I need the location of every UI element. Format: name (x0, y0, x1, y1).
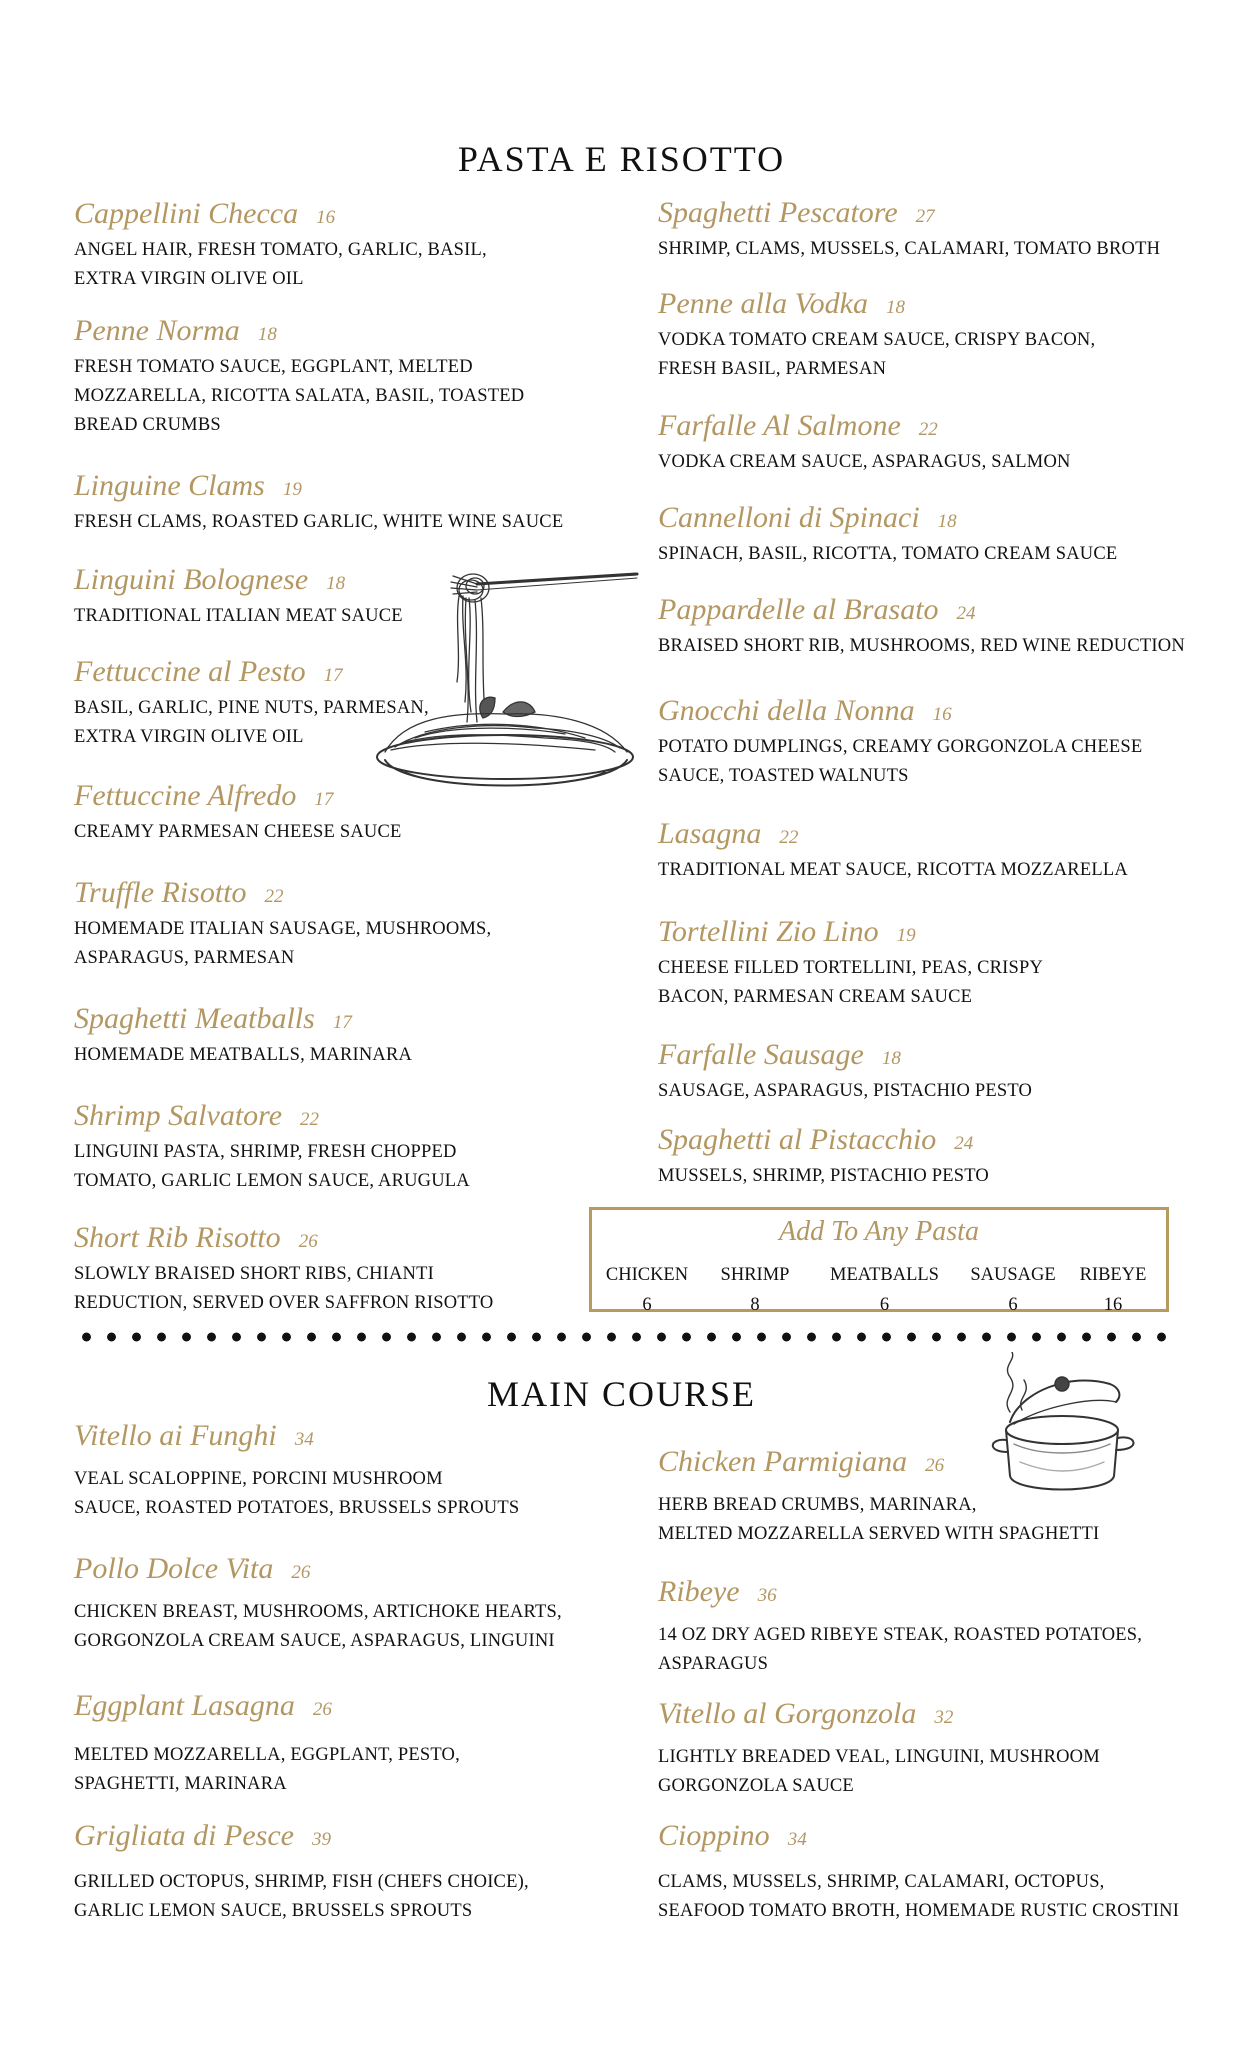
item-description: VODKA TOMATO CREAM SAUCE, CRISPY BACON, FRESH BASIL, PARMESAN (658, 330, 1096, 379)
section-title-pasta: PASTA E RISOTTO (457, 139, 786, 179)
item-price: 26 (312, 1699, 332, 1720)
addon-option (592, 1260, 702, 1320)
item-name: Gnocchi della Nonna (658, 694, 915, 727)
menu-item (658, 1039, 1218, 1106)
item-name: Vitello ai Funghi (74, 1419, 277, 1452)
pasta-fork-bowl-illustration (365, 562, 645, 802)
addon-price: 6 (879, 1295, 890, 1315)
item-name: Truffle Risotto (74, 876, 247, 909)
addon-label: MEATBALLS (830, 1265, 939, 1285)
item-name: Eggplant Lasagna (74, 1689, 295, 1722)
menu-item (74, 1100, 634, 1196)
addons-title: Add To Any Pasta (779, 1216, 979, 1247)
item-price: 32 (934, 1707, 954, 1728)
item-name: Farfalle Al Salmone (658, 409, 901, 442)
item-description: BRAISED SHORT RIB, MUSHROOMS, RED WINE REDUCTION (658, 636, 1185, 656)
menu-item (658, 695, 1218, 791)
item-description: VEAL SCALOPPINE, PORCINI MUSHROOM SAUCE, ROASTED POTATOES, BRUSSELS SPROUTS (74, 1469, 520, 1518)
item-price: 34 (787, 1829, 807, 1850)
item-name: Penne alla Vodka (658, 287, 868, 320)
item-price: 19 (282, 479, 302, 500)
item-description: SLOWLY BRAISED SHORT RIBS, CHIANTI REDUCTION, SERVED OVER SAFFRON RISOTTO (74, 1264, 494, 1313)
addon-price: 16 (1103, 1295, 1123, 1315)
item-description: VODKA CREAM SAUCE, ASPARAGUS, SALMON (658, 452, 1071, 472)
menu-item (74, 1820, 634, 1926)
item-name: Spaghetti Pescatore (658, 196, 898, 229)
item-description: TRADITIONAL ITALIAN MEAT SAUCE (74, 606, 403, 626)
section-title-main-course: MAIN COURSE (486, 1374, 757, 1414)
menu-item (658, 410, 1218, 477)
item-description: ANGEL HAIR, FRESH TOMATO, GARLIC, BASIL, EXTRA VIRGIN OLIVE OIL (74, 240, 487, 289)
item-price: 24 (956, 603, 976, 624)
item-price: 22 (264, 886, 284, 907)
item-description: FRESH TOMATO SAUCE, EGGPLANT, MELTED MOZZARELLA, RICOTTA SALATA, BASIL, TOASTED BREAD CRUMBS (74, 357, 525, 435)
item-name: Linguini Bolognese (74, 563, 309, 596)
addon-option (958, 1260, 1068, 1320)
addon-option (700, 1260, 810, 1320)
item-name: Tortellini Zio Lino (658, 915, 879, 948)
item-name: Ribeye (658, 1575, 740, 1608)
item-description: 14 OZ DRY AGED RIBEYE STEAK, ROASTED POTATOES, ASPARAGUS (658, 1625, 1143, 1674)
addon-label: SAUSAGE (970, 1265, 1056, 1285)
item-description: TRADITIONAL MEAT SAUCE, RICOTTA MOZZARELLA (658, 860, 1128, 880)
menu-item (658, 594, 1218, 661)
item-description: HERB BREAD CRUMBS, MARINARA, MELTED MOZZARELLA SERVED WITH SPAGHETTI (658, 1495, 1100, 1544)
item-name: Farfalle Sausage (658, 1038, 864, 1071)
addon-price: 8 (750, 1295, 760, 1315)
addon-option (1058, 1260, 1168, 1320)
menu-item (658, 197, 1218, 264)
item-description: SAUSAGE, ASPARAGUS, PISTACHIO PESTO (658, 1081, 1033, 1101)
item-price: 26 (291, 1562, 311, 1583)
item-description: LIGHTLY BREADED VEAL, LINGUINI, MUSHROOM GORGONZOLA SAUCE (658, 1747, 1100, 1796)
item-description: CLAMS, MUSSELS, SHRIMP, CALAMARI, OCTOPUS, SEAFOOD TOMATO BROTH, HOMEMADE RUSTIC CROSTINI (658, 1872, 1180, 1921)
item-price: 18 (326, 573, 346, 594)
addon-option (822, 1260, 947, 1320)
menu-item (74, 1222, 634, 1318)
item-name: Fettuccine Alfredo (74, 779, 297, 812)
item-description: BASIL, GARLIC, PINE NUTS, PARMESAN, EXTRA VIRGIN OLIVE OIL (74, 698, 429, 747)
item-description: HOMEMADE MEATBALLS, MARINARA (74, 1045, 413, 1065)
item-price: 18 (881, 1048, 901, 1069)
menu-item (658, 818, 1218, 885)
menu-item (74, 1003, 634, 1070)
item-price: 26 (925, 1455, 945, 1476)
item-name: Cappellini Checca (74, 197, 299, 230)
item-name: Pollo Dolce Vita (74, 1552, 274, 1585)
addon-price: 6 (1008, 1295, 1018, 1315)
menu-item (658, 1576, 1218, 1679)
addon-label: CHICKEN (605, 1265, 689, 1285)
menu-item (74, 1553, 634, 1656)
item-price: 26 (298, 1231, 318, 1252)
item-description: CREAMY PARMESAN CHEESE SAUCE (74, 822, 402, 842)
item-name: Shrimp Salvatore (74, 1099, 283, 1132)
menu-item (658, 1820, 1218, 1926)
item-description: POTATO DUMPLINGS, CREAMY GORGONZOLA CHEESE SAUCE, TOASTED WALNUTS (658, 737, 1143, 786)
item-price: 19 (896, 925, 916, 946)
add-to-any-pasta-box (589, 1207, 1169, 1315)
item-name: Spaghetti Meatballs (74, 1002, 315, 1035)
menu-item (658, 288, 1218, 384)
menu-item (658, 502, 1218, 569)
item-price: 27 (915, 206, 935, 227)
item-name: Chicken Parmigiana (658, 1445, 908, 1478)
menu-item (658, 1698, 1218, 1801)
menu-item (74, 470, 634, 537)
item-description: SHRIMP, CLAMS, MUSSELS, CALAMARI, TOMATO BROTH (658, 239, 1161, 259)
menu-item (74, 198, 634, 294)
item-name: Cioppino (658, 1819, 770, 1852)
item-name: Short Rib Risotto (74, 1221, 281, 1254)
item-name: Fettuccine al Pesto (74, 655, 306, 688)
item-price: 17 (332, 1012, 352, 1033)
item-name: Linguine Clams (74, 469, 265, 502)
item-price: 17 (314, 789, 334, 810)
item-price: 24 (954, 1133, 974, 1154)
menu-item (74, 1690, 634, 1799)
item-name: Lasagna (658, 817, 762, 850)
menu-item (658, 1124, 1218, 1191)
item-price: 18 (937, 511, 957, 532)
item-price: 36 (757, 1585, 777, 1606)
item-description: FRESH CLAMS, ROASTED GARLIC, WHITE WINE SAUCE (74, 512, 564, 532)
item-description: SPINACH, BASIL, RICOTTA, TOMATO CREAM SAUCE (658, 544, 1118, 564)
item-name: Vitello al Gorgonzola (658, 1697, 917, 1730)
item-price: 22 (779, 827, 799, 848)
item-description: CHICKEN BREAST, MUSHROOMS, ARTICHOKE HEARTS, GORGONZOLA CREAM SAUCE, ASPARAGUS, LINGUINI (74, 1602, 562, 1651)
dotted-divider (74, 1330, 1174, 1344)
item-price: 16 (932, 704, 952, 725)
menu-item (74, 877, 634, 973)
cooking-pot-illustration (980, 1352, 1145, 1502)
menu-item (658, 916, 1218, 1012)
item-price: 18 (885, 297, 905, 318)
item-name: Spaghetti al Pistacchio (658, 1123, 937, 1156)
menu-item (74, 315, 634, 440)
item-name: Cannelloni di Spinaci (658, 501, 920, 534)
item-name: Grigliata di Pesce (74, 1819, 294, 1852)
item-price: 39 (311, 1829, 331, 1850)
item-price: 17 (323, 665, 343, 686)
item-description: HOMEMADE ITALIAN SAUSAGE, MUSHROOMS, ASPARAGUS, PARMESAN (74, 919, 492, 968)
item-description: LINGUINI PASTA, SHRIMP, FRESH CHOPPED TOMATO, GARLIC LEMON SAUCE, ARUGULA (74, 1142, 470, 1191)
item-description: MUSSELS, SHRIMP, PISTACHIO PESTO (658, 1166, 989, 1186)
menu-item (74, 1420, 634, 1523)
item-price: 18 (257, 324, 277, 345)
item-price: 34 (294, 1429, 314, 1450)
item-name: Penne Norma (74, 314, 240, 347)
item-price: 22 (300, 1109, 320, 1130)
item-description: GRILLED OCTOPUS, SHRIMP, FISH (CHEFS CHOICE), GARLIC LEMON SAUCE, BRUSSELS SPROUTS (74, 1872, 529, 1921)
item-description: MELTED MOZZARELLA, EGGPLANT, PESTO, SPAGHETTI, MARINARA (74, 1745, 460, 1794)
addon-label: RIBEYE (1079, 1265, 1147, 1285)
item-price: 16 (316, 207, 336, 228)
item-price: 22 (918, 419, 938, 440)
item-name: Pappardelle al Brasato (658, 593, 939, 626)
item-description: CHEESE FILLED TORTELLINI, PEAS, CRISPY BACON, PARMESAN CREAM SAUCE (658, 958, 1044, 1007)
addon-price: 6 (642, 1295, 652, 1315)
addon-label: SHRIMP (720, 1265, 790, 1285)
